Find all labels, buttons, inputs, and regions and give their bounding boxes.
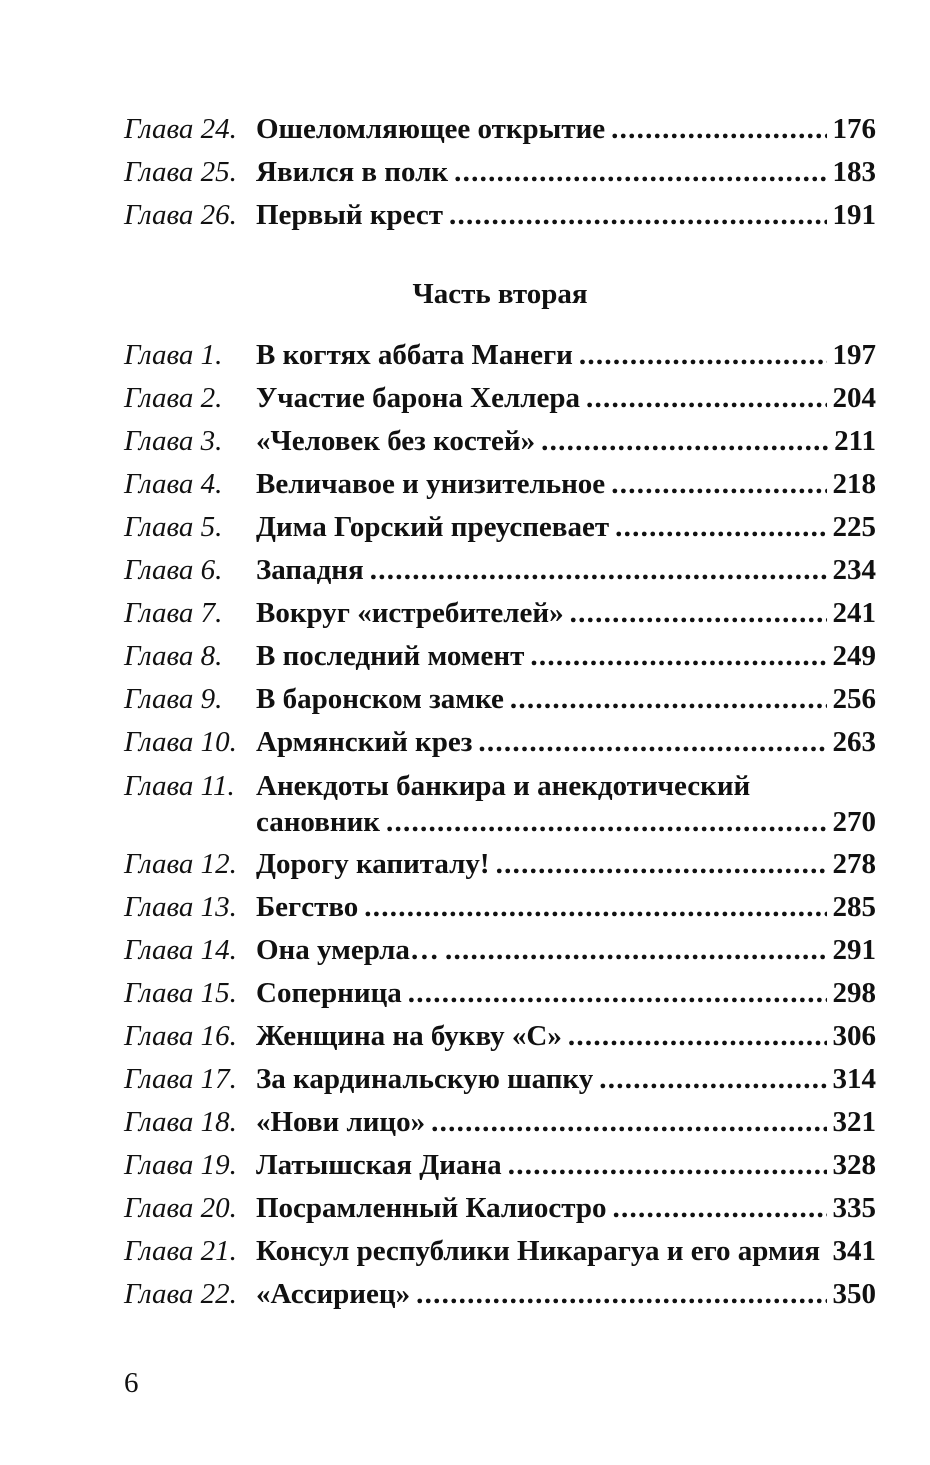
dot-leader [586,377,826,420]
chapter-title: Ошеломляющее открытие [256,113,606,145]
chapter-entry [256,768,876,840]
toc-entry [124,972,876,1015]
chapter-page: 249 [832,640,876,672]
chapter-title: Дорогу капиталу! [256,848,490,880]
chapter-entry [256,151,876,194]
chapter-entry [256,463,876,506]
section-heading: Часть вторая [412,278,588,310]
chapter-title: Армянский крез [256,726,473,758]
chapter-page: 263 [832,726,876,758]
chapter-title: Она умерла… [256,934,439,966]
chapter-title: Вокруг «истребителей» [256,597,564,629]
dot-leader [496,843,827,886]
chapter-label: Глава 9. [124,683,223,715]
chapter-entry [256,108,876,151]
toc-entry [124,592,876,635]
toc-entry [124,721,876,764]
dot-leader [579,334,827,377]
dot-leader [611,463,826,506]
toc-entry [124,1101,876,1144]
chapter-title: Западня [256,554,364,586]
chapter-entry [256,843,876,886]
chapter-page: 241 [832,597,876,629]
chapter-label: Глава 13. [124,891,237,923]
dot-leader [612,1187,826,1230]
chapter-label: Глава 10. [124,726,237,758]
chapter-label: Глава 18. [124,1106,237,1138]
toc-entry [124,1015,876,1058]
toc-entry [124,377,876,420]
toc-entry [124,334,876,377]
toc-entry [124,549,876,592]
chapter-entry [256,506,876,549]
dot-leader [386,804,826,840]
chapter-title: В когтях аббата Манеги [256,339,573,371]
chapter-page: 234 [832,554,876,586]
chapter-page: 298 [832,977,876,1009]
chapter-title: Участие барона Хеллера [256,382,581,414]
chapter-title: В последний момент [256,640,525,672]
chapter-title: «Нови лицо» [256,1106,426,1138]
chapter-label: Глава 21. [124,1235,237,1267]
chapter-entry [256,1273,876,1316]
dot-leader [416,1273,826,1316]
dot-leader [449,194,827,237]
chapter-page: 291 [832,934,876,966]
chapter-entry [256,678,876,721]
chapter-label: Глава 1. [124,339,223,371]
chapter-label: Глава 12. [124,848,237,880]
toc-entry [124,506,876,549]
toc-entry [124,463,876,506]
chapter-page: 278 [832,848,876,880]
chapter-title: Женщина на букву «С» [256,1020,562,1052]
chapter-title: Величавое и унизительное [256,468,606,500]
chapter-label: Глава 26. [124,199,237,231]
chapter-entry [256,1058,876,1101]
chapter-page: 321 [832,1106,876,1138]
chapter-entry [256,549,876,592]
dot-leader [478,721,826,764]
toc-entry [124,1058,876,1101]
chapter-page: 341 [832,1235,876,1267]
dot-leader [570,592,827,635]
toc-entry [124,151,876,194]
chapter-title: Первый крест [256,199,443,231]
toc-part-two [124,334,876,1316]
dot-leader [541,420,828,463]
chapter-label: Глава 20. [124,1192,237,1224]
chapter-page: 285 [832,891,876,923]
dot-leader [370,549,827,592]
chapter-title: Латышская Диана [256,1149,502,1181]
chapter-page: 191 [832,199,876,231]
toc-entry [124,886,876,929]
chapter-title: Консул республики Никарагуа и его армия [256,1235,821,1267]
toc-entry [124,843,876,886]
chapter-label: Глава 5. [124,511,223,543]
chapter-entry [256,1015,876,1058]
page-number: 6 [124,1367,139,1399]
chapter-label: Глава 19. [124,1149,237,1181]
chapter-entry [256,420,876,463]
chapter-entry [256,721,876,764]
chapter-label: Глава 17. [124,1063,237,1095]
toc-part-one-end [124,108,876,237]
dot-leader [454,151,826,194]
chapter-entry [256,1144,876,1187]
chapter-page: 335 [832,1192,876,1224]
dot-leader [510,678,827,721]
chapter-page: 197 [832,339,876,371]
chapter-label: Глава 6. [124,554,223,586]
chapter-label: Глава 24. [124,113,237,145]
chapter-label: Глава 14. [124,934,237,966]
dot-leader [599,1058,826,1101]
chapter-title: «Ассириец» [256,1278,411,1310]
chapter-entry [256,886,876,929]
chapter-title-line-2: сановник [256,806,381,838]
dot-leader [530,635,826,678]
chapter-page: 211 [834,425,876,457]
dot-leader [508,1144,827,1187]
chapter-page: 314 [832,1063,876,1095]
chapter-label: Глава 16. [124,1020,237,1052]
chapter-entry [256,635,876,678]
chapter-label: Глава 25. [124,156,237,188]
chapter-title: Дима Горский преуспевает [256,511,610,543]
dot-leader [431,1101,826,1144]
chapter-title: Соперница [256,977,402,1009]
toc-entry [124,194,876,237]
chapter-label: Глава 22. [124,1278,237,1310]
dot-leader [364,886,826,929]
chapter-page: 183 [832,156,876,188]
toc-entry [124,929,876,972]
chapter-page: 350 [832,1278,876,1310]
chapter-title-line-2-row [256,804,876,840]
chapter-label: Глава 15. [124,977,237,1009]
chapter-title: Бегство [256,891,359,923]
chapter-entry [256,1101,876,1144]
toc-entry [124,678,876,721]
chapter-page: 218 [832,468,876,500]
chapter-label: Глава 4. [124,468,223,500]
chapter-label: Глава 2. [124,382,223,414]
chapter-label: Глава 3. [124,425,223,457]
chapter-entry [256,334,876,377]
chapter-entry [256,972,876,1015]
chapter-title: Явился в полк [256,156,449,188]
toc-entry [124,764,876,843]
chapter-title: За кардинальскую шапку [256,1063,594,1095]
toc-entry [124,1230,876,1273]
chapter-entry [256,1187,876,1230]
chapter-entry [256,1230,876,1273]
chapter-label: Глава 7. [124,597,223,629]
chapter-page: 225 [832,511,876,543]
chapter-label: Глава 8. [124,640,223,672]
chapter-title: В баронском замке [256,683,504,715]
chapter-entry [256,929,876,972]
chapter-page: 176 [832,113,876,145]
chapter-title-line-1: Анекдоты банкира и анекдотический [256,770,751,802]
dot-leader [611,108,826,151]
toc-entry [124,1187,876,1230]
toc-entry [124,635,876,678]
chapter-label: Глава 11. [124,770,235,802]
toc-entry [124,1144,876,1187]
dot-leader [568,1015,827,1058]
dot-leader [408,972,827,1015]
dot-leader [445,929,827,972]
chapter-page: 270 [832,806,876,838]
toc-entry [124,420,876,463]
chapter-page: 256 [832,683,876,715]
chapter-entry [256,592,876,635]
chapter-page: 306 [832,1020,876,1052]
chapter-page: 204 [832,382,876,414]
toc-entry [124,108,876,151]
dot-leader [615,506,826,549]
chapter-title: Посрамленный Калиостро [256,1192,607,1224]
toc-entry [124,1273,876,1316]
chapter-entry [256,194,876,237]
chapter-title: «Человек без костей» [256,425,536,457]
chapter-page: 328 [832,1149,876,1181]
chapter-entry [256,377,876,420]
